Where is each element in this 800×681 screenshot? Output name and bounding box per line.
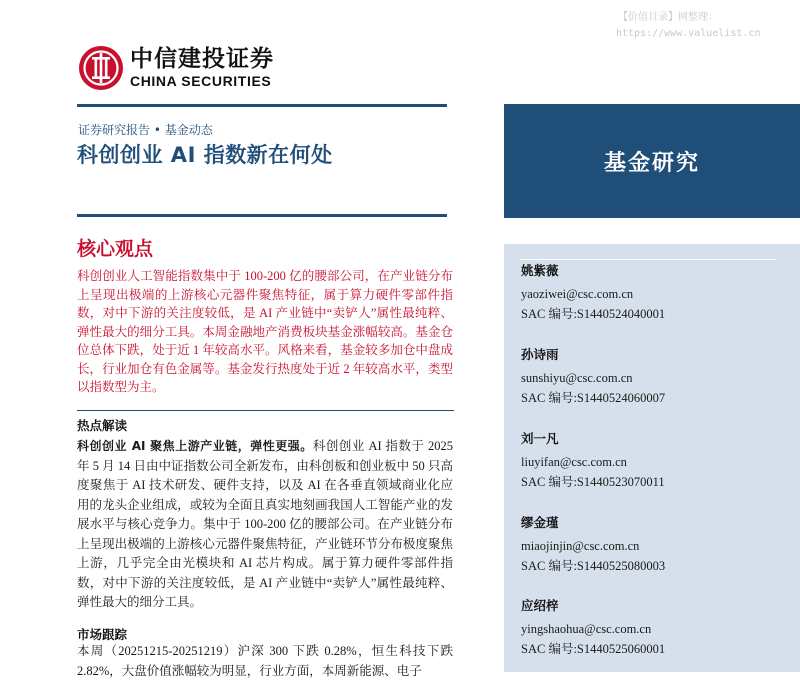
header-bottom-rule xyxy=(77,214,447,217)
analyst-email[interactable]: yaoziwei@csc.com.cn xyxy=(521,287,634,301)
analyst-email[interactable]: liuyifan@csc.com.cn xyxy=(521,455,627,469)
analyst-email[interactable]: miaojinjin@csc.com.cn xyxy=(521,539,640,553)
report-title: 科创创业 AI 指数新在何处 xyxy=(77,143,333,167)
analyst-card xyxy=(521,346,665,408)
logo-cn-name: 中信建投证券 xyxy=(130,46,274,72)
analyst-name: 应绍梓 xyxy=(521,598,559,613)
analyst-card xyxy=(521,597,665,659)
hot-topic-lead: 科创创业 AI 聚焦上游产业链，弹性更强。 xyxy=(77,439,313,453)
hot-topic-heading: 热点解读 xyxy=(77,418,128,433)
analyst-name: 刘一凡 xyxy=(521,431,559,446)
header-top-rule xyxy=(77,104,447,107)
analyst-email[interactable]: yingshaohua@csc.com.cn xyxy=(521,622,652,636)
analyst-card xyxy=(521,262,665,324)
analyst-name: 孙诗雨 xyxy=(521,347,559,362)
market-text: 本周（20251215-20251219）沪深 300 下跌 0.28%，恒生科技下跌 2.82%，大盘价值涨幅较为明显，行业方面，本周新能源、电子 xyxy=(77,644,453,678)
core-view-heading: 核心观点 xyxy=(77,238,154,260)
hot-topic-text: 科创创业 AI 指数于 2025 年 5 月 14 日由中证指数公司全新发布，由科创板和创业板中 50 只高度聚焦于 AI 技术研发、硬件支持，以及 AI 在各垂直领域商业化应用的龙头企业组成，或较为全面且真实地刻画我国人工智能产业的发展水平与核心竞争力。集中于 100-200 亿的腰部公司。在产业链分布上呈现出极端的上游核心元器件聚焦特征，产业链环节分布极度聚焦上游，几乎完全由光模块和 AI 芯片构成。属于算力硬件零部件指数，对中下游的关注度较低，是 AI 产业链中“卖铲人”属性最纯粹、弹性最大的细分工具。 xyxy=(77,439,454,609)
category-label: 基金研究 xyxy=(603,150,700,176)
section-divider xyxy=(77,410,454,411)
watermark-line1: 【价值目录】网整理： xyxy=(618,12,718,23)
watermark xyxy=(616,10,786,42)
core-view-text: 科创创业人工智能指数集中于 100-200 亿的腰部公司，在产业链分布上呈现出极端的上游核心元器件聚焦特征，属于算力硬件零部件指数，对中下游的关注度较低，是 AI 产业链中“卖铲人”属性最纯粹、弹性最大的细分工具。本周金融地产消费板块基金涨幅较高。基金仓位总体下跌，处于近 1 年较高水平。风格来看，基金较多加仓中盘成长，行业加仓有色金属等。基金发行热度处于近 2 年较高水平，类型以指数型为主。 xyxy=(77,269,453,394)
analyst-sac-number: SAC 编号:S1440525080003 xyxy=(521,559,666,573)
analyst-sac-number: SAC 编号:S1440524060007 xyxy=(521,391,666,405)
company-logo xyxy=(78,45,274,91)
analyst-name: 缪金瑾 xyxy=(521,515,559,530)
report-type: 证券研究报告 • 基金动态 xyxy=(78,123,213,137)
analyst-email[interactable]: sunshiyu@csc.com.cn xyxy=(521,371,633,385)
analyst-panel xyxy=(504,244,800,672)
analyst-panel-rule xyxy=(520,259,776,260)
logo-en-name: CHINA SECURITIES xyxy=(130,73,272,89)
analyst-sac-number: SAC 编号:S1440524040001 xyxy=(521,307,666,321)
category-banner xyxy=(504,104,800,218)
analyst-card xyxy=(521,514,665,576)
market-heading: 市场跟踪 xyxy=(77,627,128,642)
citic-emblem-icon xyxy=(78,45,124,91)
analyst-sac-number: SAC 编号:S1440525060001 xyxy=(521,642,666,656)
analyst-card xyxy=(521,430,665,492)
analyst-name: 姚紫薇 xyxy=(521,263,559,278)
watermark-line2: https://www.valuelist.cn xyxy=(616,28,761,39)
analyst-sac-number: SAC 编号:S1440523070011 xyxy=(521,475,665,489)
hot-topic-body xyxy=(77,437,453,613)
